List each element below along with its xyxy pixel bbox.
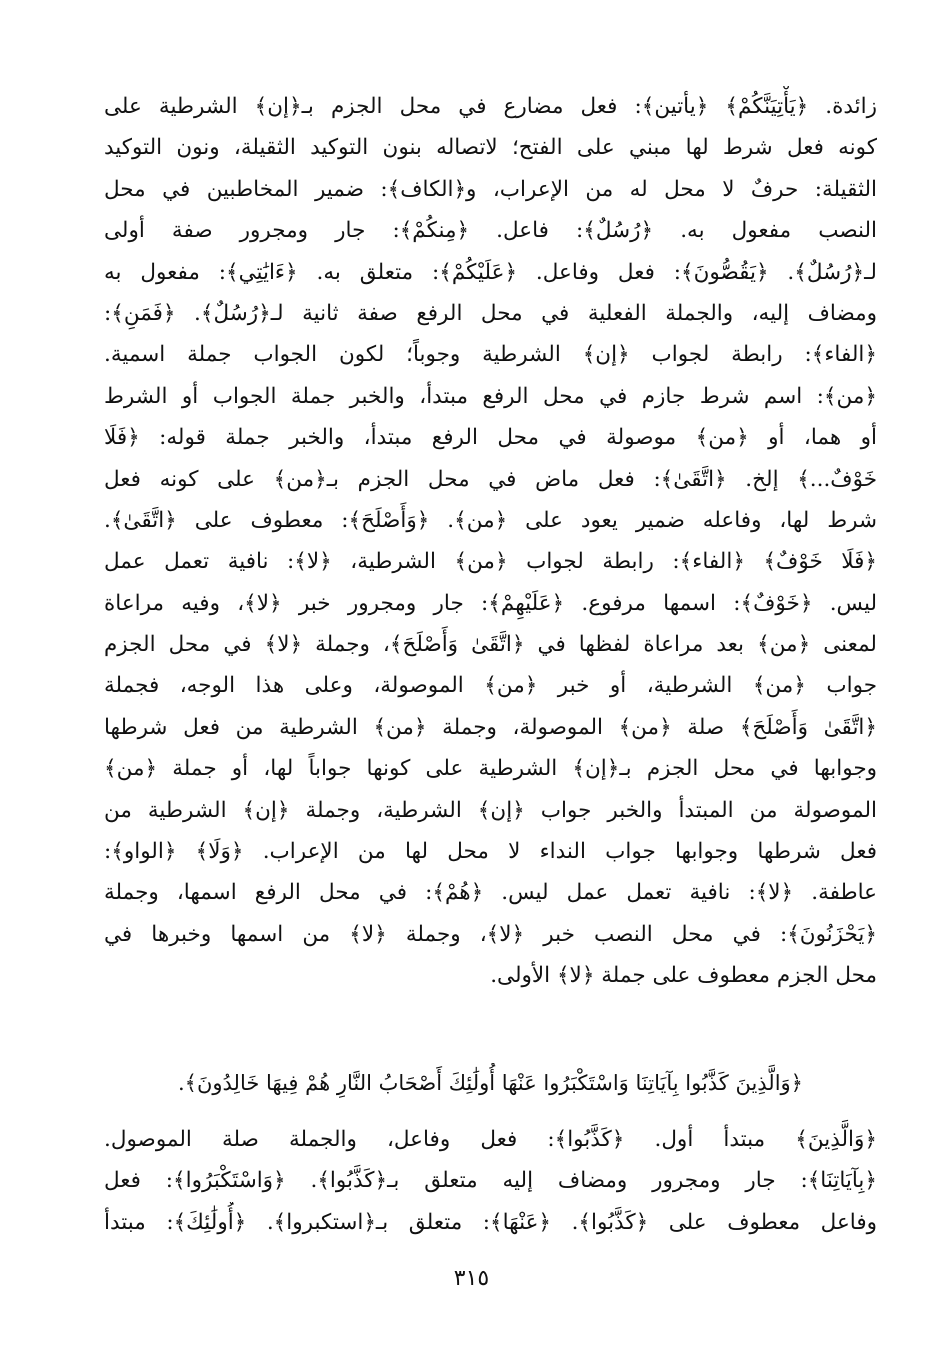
- text-line: الثقيلة: حرفٌ لا محل له من الإعراب، و﴿الكاف﴾: ضمير المخاطبين في محل: [104, 176, 877, 202]
- text-line: وفاعل معطوف على ﴿كَذَّبُوا﴾. ﴿عَنْهَا﴾: متعلق بـ﴿استكبروا﴾. ﴿أُولَٰئِكَ﴾: مبتدأ: [104, 1209, 877, 1235]
- text-line: ﴿وَالَّذِينَ﴾ مبتدأ أول. ﴿كَذَّبُوا﴾: فعل وفاعل، والجملة صلة الموصول.: [104, 1127, 877, 1152]
- text-line: ﴿يَحْزَنُونَ﴾: في محل النصب خبر ﴿لا﴾، وجملة ﴿لا﴾ من اسمها وخبرها في: [104, 921, 877, 947]
- text-line: الموصولة من المبتدأ والخبر جواب ﴿إن﴾ الشرطية، وجملة ﴿إن﴾ الشرطية من: [104, 797, 877, 823]
- text-line: لـ﴿رُسُلٌ﴾. ﴿يَقُصُّونَ﴾: فعل وفاعل. ﴿عَلَيْكُمْ﴾: متعلق به. ﴿ءَايَٰتِي﴾: مفعول به: [104, 259, 877, 285]
- text-line: فعل شرطها وجوابها جواب النداء لا محل لها من الإعراب. ﴿وَلَا﴾ ﴿الواو﴾:: [104, 839, 877, 865]
- text-line: شرط لها، وفاعله ضمير يعود على ﴿من﴾. ﴿وَأَصْلَحَ﴾: معطوف على ﴿اتَّقَىٰ﴾.: [104, 507, 877, 533]
- body-text: [104, 86, 877, 997]
- text-line: كونه فعل شرط لها مبني على الفتح؛ لاتصاله بنون التوكيد الثقيلة، ونون التوكيد: [104, 135, 877, 161]
- text-line: ومضاف إليه، والجملة الفعلية في محل الرفع صفة ثانية لـ﴿رُسُلٌ﴾. ﴿فَمَنِ﴾:: [104, 300, 877, 326]
- text-line: النصب مفعول به. ﴿رُسُلٌ﴾: فاعل. ﴿مِنكُمْ﴾: جار ومجرور صفة أولى: [104, 218, 877, 244]
- text-line: خَوْفٌ...﴾ إلخ. ﴿اتَّقَىٰ﴾: فعل ماض في محل الجزم بـ﴿من﴾ على كونه فعل: [104, 466, 877, 492]
- text-line: لمعنى ﴿من﴾ بعد مراعاة لفظها في ﴿اتَّقَىٰ وَأَصْلَحَ﴾، وجملة ﴿لا﴾ في محل الجزم: [104, 632, 877, 658]
- text-line: ﴿بِآيَاتِنَا﴾: جار ومجرور ومضاف إليه متعلق بـ﴿كَذَّبُوا﴾. ﴿وَاسْتَكْبَرُوا﴾: فعل: [104, 1168, 877, 1194]
- text-line: زائدة. ﴿يَأْتِيَنَّكُمْ﴾ ﴿يأتين﴾: فعل مضارع في محل الجزم بـ﴿إن﴾ الشرطية على: [104, 94, 877, 119]
- verse-analysis: [104, 1119, 877, 1243]
- text-line: ﴿الفاء﴾: رابطة لجواب ﴿إن﴾ الشرطية وجوباً؛ لكون الجواب جملة اسمية.: [104, 342, 877, 368]
- text-line: ﴿اتَّقَىٰ وَأَصْلَحَ﴾ صلة ﴿من﴾ الموصولة، وجملة ﴿من﴾ الشرطية من فعل شرطها: [104, 714, 877, 740]
- quran-verse: ﴿وَالَّذِينَ كَذَّبُوا بِآيَاتِنَا وَاسْتَكْبَرُوا عَنْهَا أُولَٰئِكَ أَصْحَابُ النَّارِ هُمْ فِيهَا خَالِدُونَ﴾.: [177, 1071, 803, 1095]
- page-number: ٣١٥: [453, 1266, 490, 1291]
- text-line: أو هما، أو ﴿من﴾ موصولة في محل الرفع مبتدأ، والخبر جملة قوله: ﴿فَلَا: [104, 425, 877, 451]
- text-line: ﴿فَلَا خَوْفٌ﴾ ﴿الفاء﴾: رابطة لجواب ﴿من﴾ الشرطية، ﴿لا﴾: نافية تعمل عمل: [104, 549, 877, 575]
- text-line: ليس. ﴿خَوْفٌ﴾: اسمها مرفوع. ﴿عَلَيْهِمْ﴾: جار ومجرور خبر ﴿لا﴾، وفيه مراعاة: [104, 590, 877, 616]
- text-line: ﴿من﴾: اسم شرط جازم في محل الرفع مبتدأ، والخبر جملة الجواب أو الشرط: [104, 383, 877, 409]
- text-line: وجوابها في محل الجزم بـ﴿إن﴾ الشرطية على كونها جواباً لها، أو جملة ﴿من﴾: [104, 756, 877, 782]
- text-line: جواب ﴿من﴾ الشرطية، أو خبر ﴿من﴾ الموصولة، وعلى هذا الوجه، فجملة: [104, 673, 877, 699]
- text-line: عاطفة. ﴿لا﴾: نافية تعمل عمل ليس. ﴿هُمْ﴾: في محل الرفع اسمها، وجملة: [104, 880, 877, 906]
- text-line: محل الجزم معطوف على جملة ﴿لا﴾ الأولى.: [490, 963, 877, 989]
